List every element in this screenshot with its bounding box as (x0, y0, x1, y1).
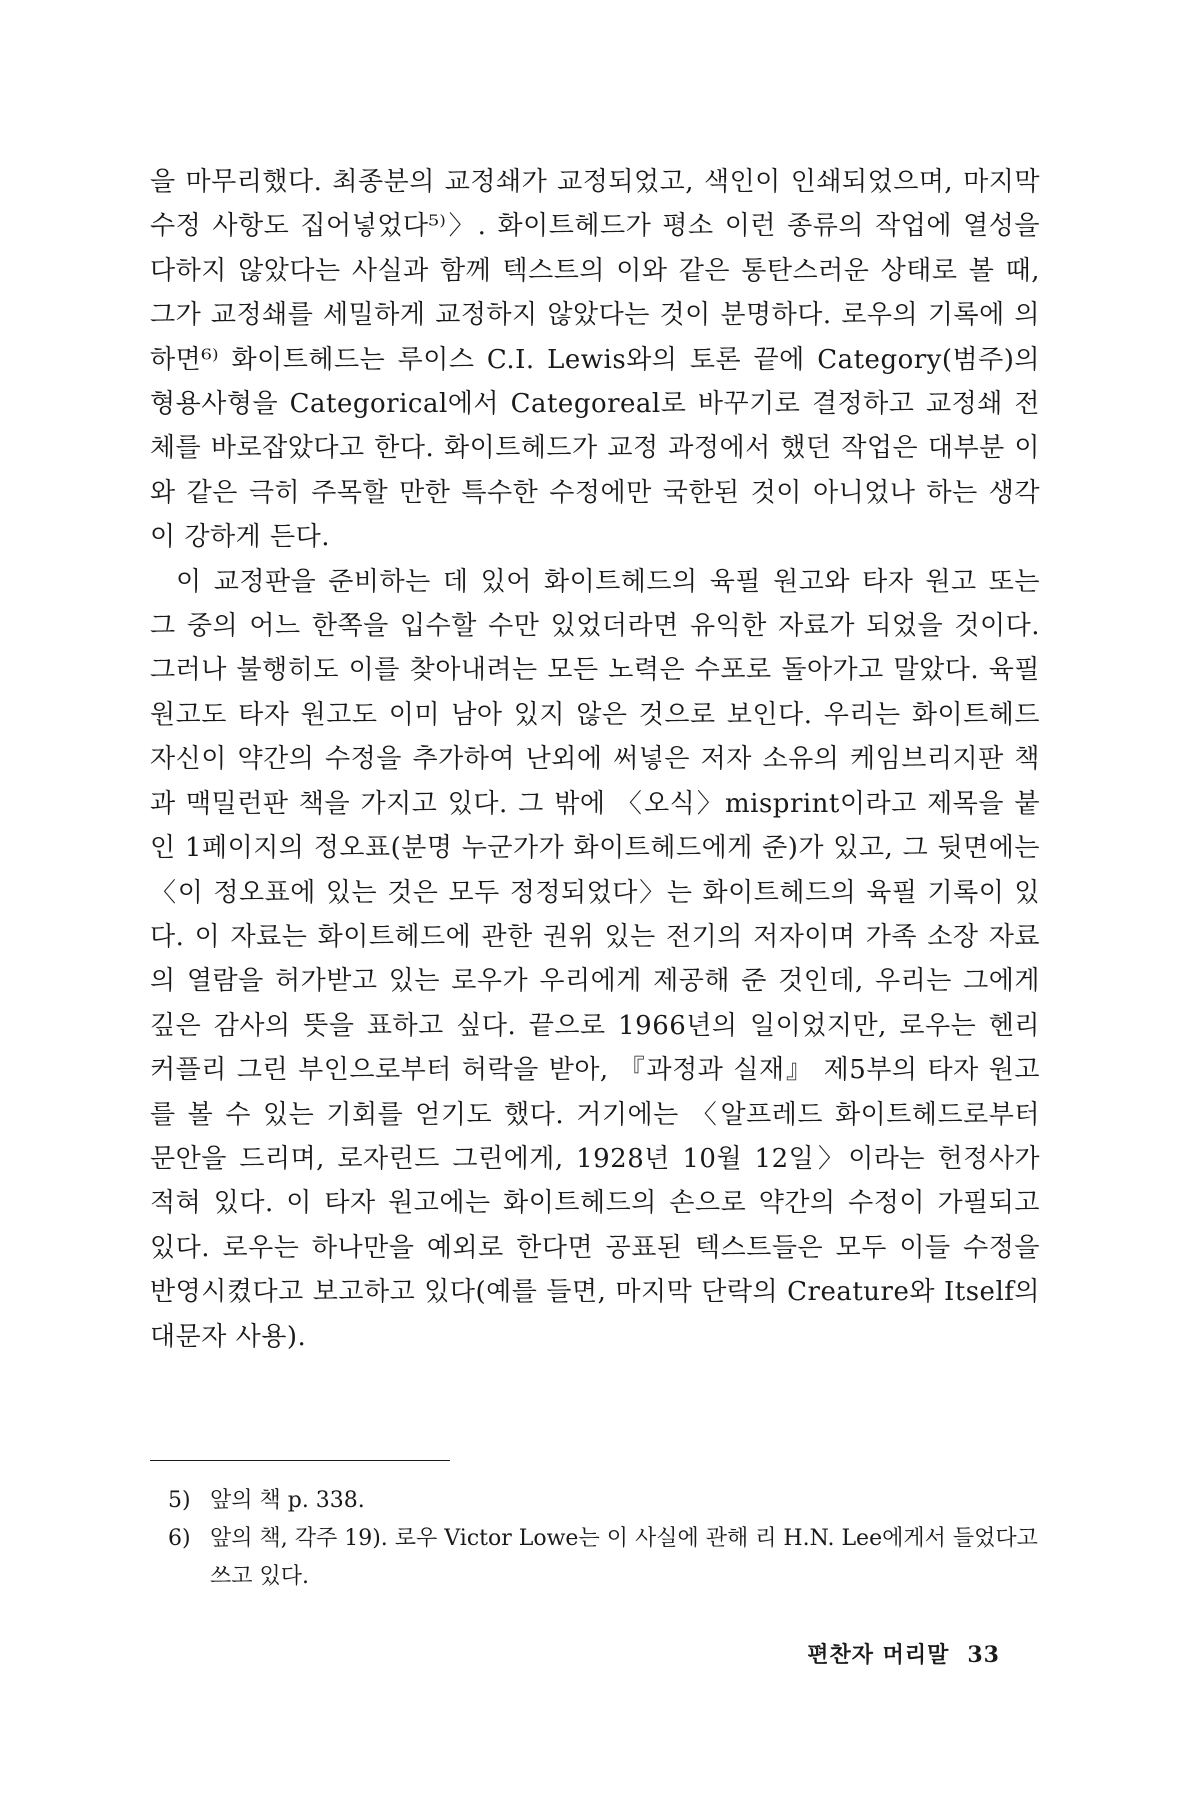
paragraph-1: 을 마무리했다. 최종분의 교정쇄가 교정되었고, 색인이 인쇄되었으며, 마지막 수정 사항도 집어넣었다⁵⁾〉. 화이트헤드가 평소 이런 종류의 작업에 열성을 다하지 않았다는 사실과 함께 텍스트의 이와 같은 통탄스러운 상태로 볼 때, 그가 교정쇄를 세밀하게 교정하지 않았다는 것이 분명하다. 로우의 기록에 의하면⁶⁾ 화이트헤드는 루이스 C.I. Lewis와의 토론 끝에 Category(범주)의 형용사형을 Categorical에서 Categoreal로 바꾸기로 결정하고 교정쇄 전체를 바로잡았다고 한다. 화이트헤드가 교정 과정에서 했던 작업은 대부분 이와 같은 극히 주목할 만한 특수한 수정에만 국한된 것이 아니었나 하는 생각이 강하게 든다. (150, 167, 1040, 553)
running-footer (807, 1638, 1000, 1669)
footnote-number: 6) (168, 1526, 191, 1551)
footnote-5 (168, 1482, 1040, 1520)
footnote-text: 앞의 책, 각주 19). 로우 Victor Lowe는 이 사실에 관해 리 H.N. Lee에게서 들었다고 쓰고 있다. (210, 1526, 1038, 1589)
page-number: 33 (967, 1642, 1000, 1668)
footnote-separator (150, 1460, 450, 1461)
footnote-number: 5) (168, 1488, 191, 1513)
paragraph-2: 이 교정판을 준비하는 데 있어 화이트헤드의 육필 원고와 타자 원고 또는 그 중의 어느 한쪽을 입수할 수만 있었더라면 유익한 자료가 되었을 것이다. 그러나 불행히도 이를 찾아내려는 모든 노력은 수포로 돌아가고 말았다. 육필 원고도 타자 원고도 이미 남아 있지 않은 것으로 보인다. 우리는 화이트헤드 자신이 약간의 수정을 추가하여 난외에 써넣은 저자 소유의 케임브리지판 책과 맥밀런판 책을 가지고 있다. 그 밖에 〈오식〉misprint이라고 제목을 붙인 1페이지의 정오표(분명 누군가가 화이트헤드에게 준)가 있고, 그 뒷면에는 〈이 정오표에 있는 것은 모두 정정되었다〉는 화이트헤드의 육필 기록이 있다. 이 자료는 화이트헤드에 관한 권위 있는 전기의 저자이며 가족 소장 자료의 열람을 허가받고 있는 로우가 우리에게 제공해 준 것인데, 우리는 그에게 깊은 감사의 뜻을 표하고 싶다. 끝으로 1966년의 일이었지만, 로우는 헨리 커플리 그린 부인으로부터 허락을 받아, 『과정과 실재』 제5부의 타자 원고를 볼 수 있는 기회를 얻기도 했다. 거기에는 〈알프레드 화이트헤드로부터 문안을 드리며, 로자린드 그린에게, 1928년 10월 12일〉이라는 헌정사가 적혀 있다. 이 타자 원고에는 화이트헤드의 손으로 약간의 수정이 가필되고 있다. 로우는 하나만을 예외로 한다면 공표된 텍스트들은 모두 이들 수정을 반영시켰다고 보고하고 있다(예를 들면, 마지막 단락의 Creature와 Itself의 대문자 사용). (150, 566, 1040, 1352)
body-text (150, 160, 1040, 1359)
section-title: 편찬자 머리말 (807, 1642, 950, 1668)
footnote-text: 앞의 책 p. 338. (210, 1488, 365, 1513)
footnote-6 (168, 1520, 1040, 1596)
footnotes (168, 1482, 1040, 1596)
